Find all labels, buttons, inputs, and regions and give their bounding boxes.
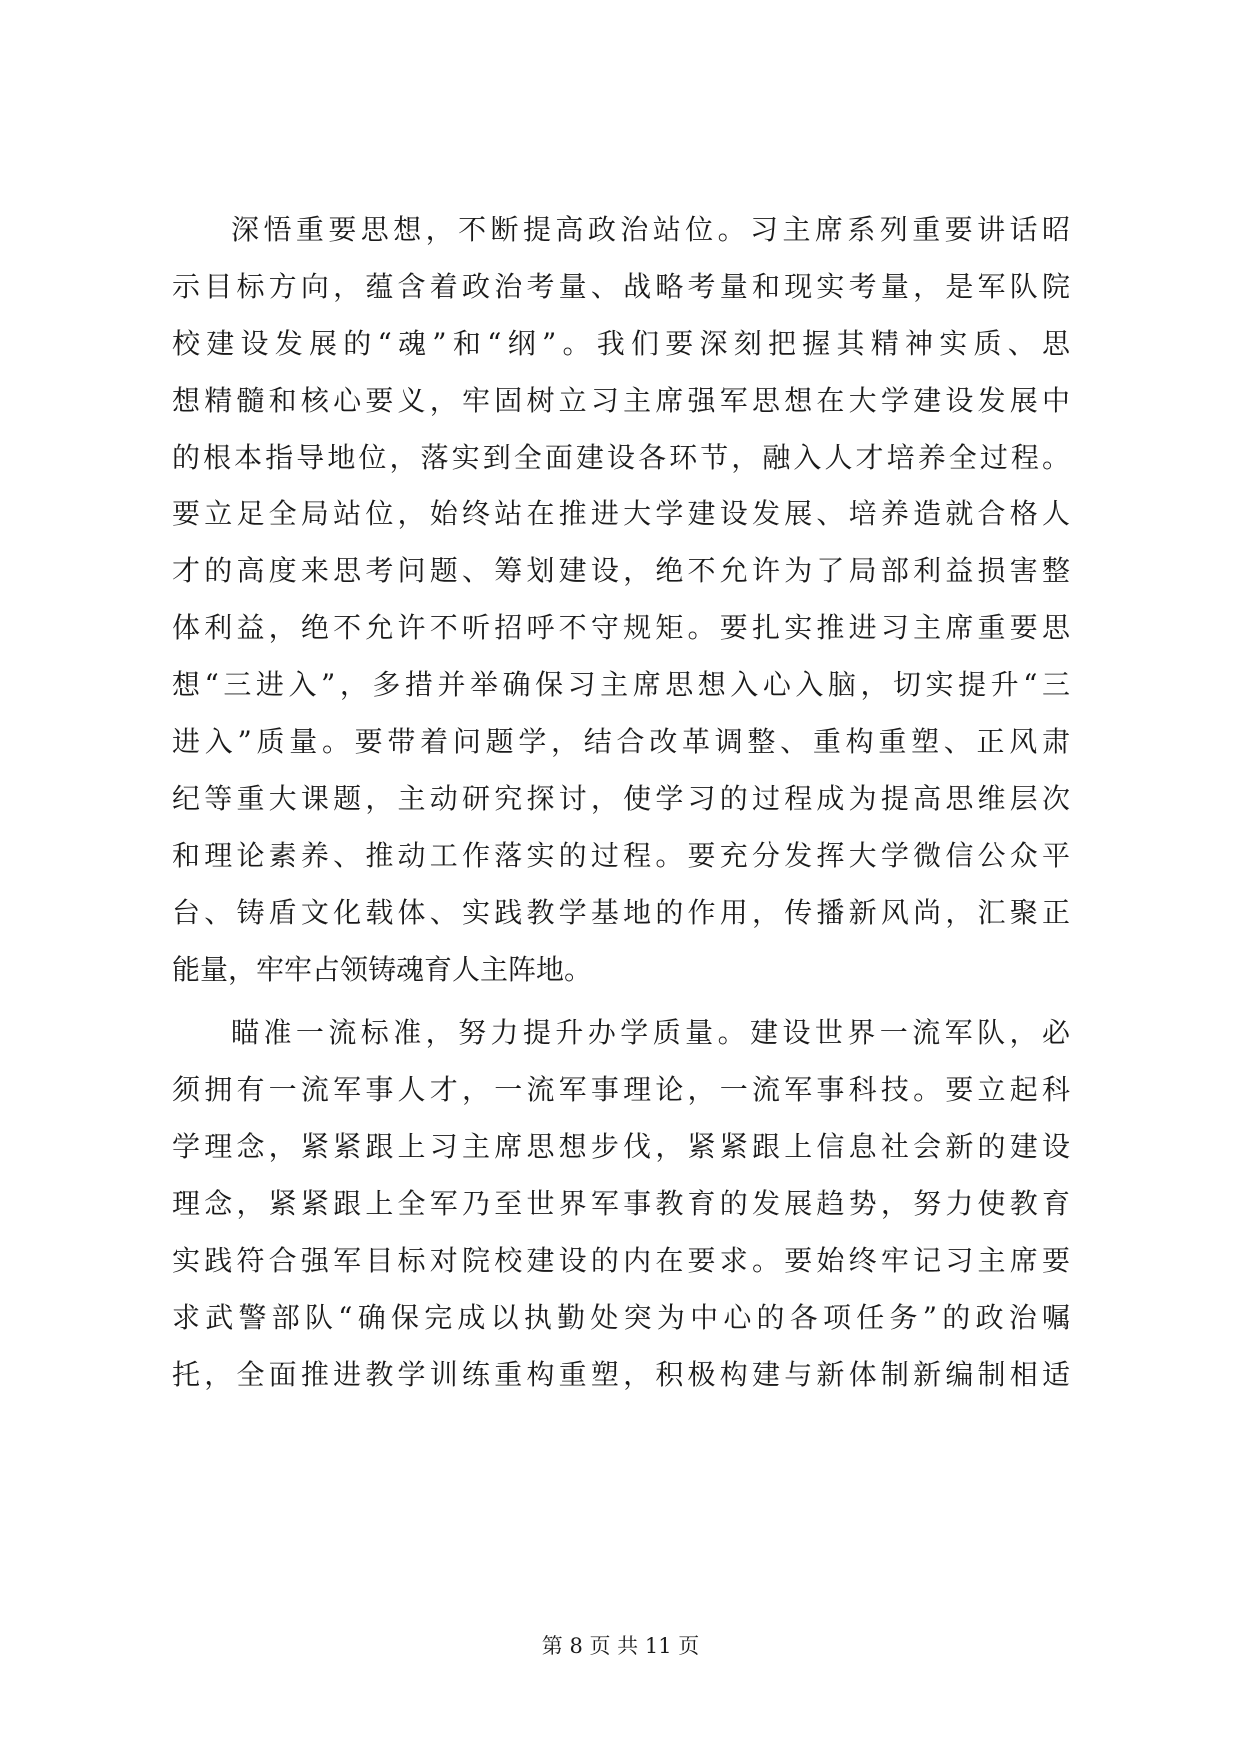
- text-line: 示目标方向，蕴含着政治考量、战略考量和现实考量，是军队院: [172, 269, 1070, 303]
- text-line: 托，全面推进教学训练重构重塑，积极构建与新体制新编制相适: [172, 1357, 1070, 1391]
- text-line: 校建设发展的“魂”和“纲”。我们要深刻把握其精神实质、思: [172, 326, 1070, 360]
- text-line: 要立足全局站位，始终站在推进大学建设发展、培养造就合格人: [172, 497, 1070, 531]
- body-text: [172, 202, 1070, 1404]
- paragraph-2: [172, 1005, 1070, 1403]
- text-line: 学理念，紧紧跟上习主席思想步伐，紧紧跟上信息社会新的建设: [172, 1130, 1070, 1164]
- text-line: 理念，紧紧跟上全军乃至世界军事教育的发展趋势，努力使教育: [172, 1187, 1070, 1221]
- text-line: 求武警部队“确保完成以执勤处突为中心的各项任务”的政治嘱: [172, 1300, 1070, 1334]
- text-line: 才的高度来思考问题、筹划建设，绝不允许为了局部利益损害整: [172, 554, 1070, 588]
- text-line: 须拥有一流军事人才，一流军事理论，一流军事科技。要立起科: [172, 1073, 1070, 1107]
- text-line: 深悟重要思想，不断提高政治站位。习主席系列重要讲话昭: [231, 213, 1070, 246]
- text-line: 能量，牢牢占领铸魂育人主阵地。: [172, 952, 593, 986]
- text-line: 纪等重大课题，主动研究探讨，使学习的过程成为提高思维层次: [172, 781, 1070, 815]
- paragraph-gap: [172, 998, 1070, 1005]
- text-line: 想精髓和核心要义，牢固树立习主席强军思想在大学建设发展中: [172, 383, 1070, 417]
- text-line: 台、铸盾文化载体、实践教学基地的作用，传播新风尚，汇聚正: [172, 895, 1070, 929]
- text-line: 想“三进入”，多措并举确保习主席思想入心入脑，切实提升“三: [172, 668, 1070, 702]
- text-line: 进入”质量。要带着问题学，结合改革调整、重构重塑、正风肃: [172, 725, 1070, 759]
- page-footer: 第 8 页 共 11 页: [541, 1634, 700, 1658]
- paragraph-1: [172, 202, 1070, 998]
- text-line: 实践符合强军目标对院校建设的内在要求。要始终牢记习主席要: [172, 1244, 1070, 1278]
- text-line: 体利益，绝不允许不听招呼不守规矩。要扎实推进习主席重要思: [172, 611, 1070, 645]
- text-line: 和理论素养、推动工作落实的过程。要充分发挥大学微信公众平: [172, 838, 1070, 872]
- text-line: 的根本指导地位，落实到全面建设各环节，融入人才培养全过程。: [172, 440, 1070, 474]
- text-line: 瞄准一流标准，努力提升办学质量。建设世界一流军队，必: [231, 1016, 1070, 1050]
